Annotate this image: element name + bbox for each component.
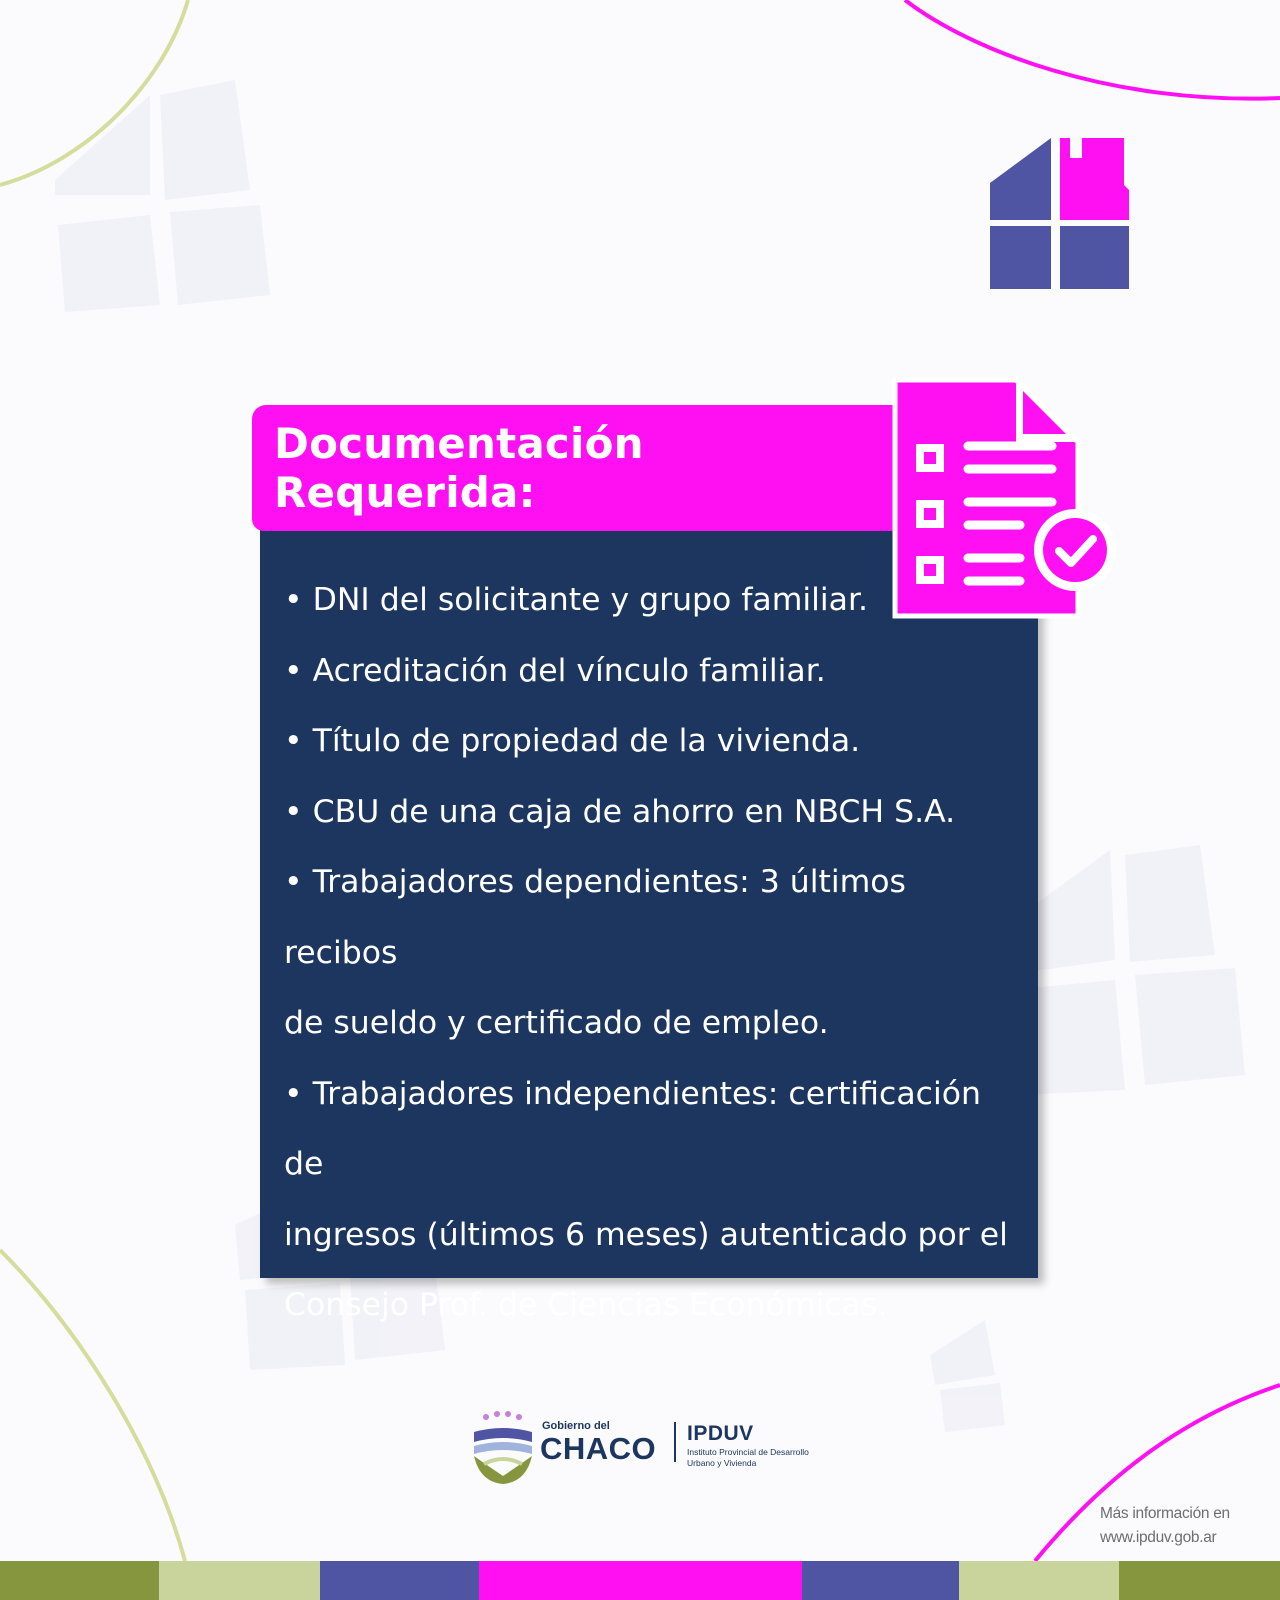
chaco-emblem-icon [470,1410,536,1492]
color-bar-segment [320,1561,479,1600]
chaco-label: CHACO [540,1431,657,1466]
ipduv-label: IPDUV [687,1422,754,1445]
list-item: de sueldo y certificado de empleo. [284,1005,829,1041]
list-item: • CBU de una caja de ahorro en NBCH S.A. [284,793,956,830]
decorative-arc [0,1250,185,1561]
color-bar-segment [479,1561,802,1600]
color-bar-segment [159,1561,320,1600]
list-item: Consejo Prof. de Ciencias Económicas. [284,1287,888,1323]
list-item: • Trabajadores dependientes: 3 últimos recibos [284,864,906,971]
list-item: • Acreditación del vínculo familiar. [284,652,826,689]
more-info-text: Más información en [1100,1505,1230,1522]
list-item: • Título de propiedad de la vivienda. [284,723,861,759]
list-item: • DNI del solicitante y grupo familiar. [284,582,869,618]
list-item: • Trabajadores independientes: certificación de [284,1075,981,1182]
list-item: ingresos (últimos 6 meses) autenticado por el [284,1216,1008,1253]
more-info [1100,1502,1270,1550]
card-title: Documentación Requerida: [274,419,644,517]
footer-logo [470,1410,830,1492]
footer-color-bar [0,1561,1280,1600]
card-header [252,405,912,531]
color-bar-segment [1119,1561,1280,1600]
house-watermark-icon [55,80,270,312]
logo-divider [674,1422,676,1462]
requirements-list [284,565,1024,1341]
color-bar-segment [959,1561,1119,1600]
color-bar-segment [0,1561,159,1600]
ipduv-subtitle: Instituto Provincial de Desarrollo Urbano y Vivienda [687,1447,809,1468]
color-bar-segment [802,1561,959,1600]
house-logo-icon [985,135,1135,295]
decorative-arc [905,0,1280,99]
website-link[interactable]: www.ipduv.gob.ar [1100,1529,1217,1546]
gobierno-label: Gobierno del [542,1420,610,1432]
